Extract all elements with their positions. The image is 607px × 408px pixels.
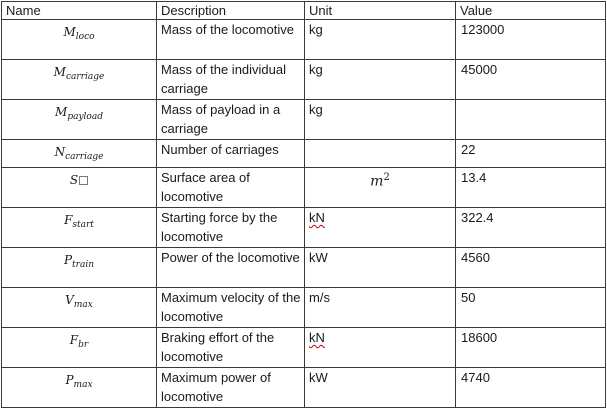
header-unit: Unit [305, 2, 456, 20]
symbol-cell: $F_{br}$ [2, 328, 157, 368]
unit-cell: $m^2$ [305, 168, 456, 208]
description-cell: Power of the locomotive [157, 248, 305, 288]
description-cell: Braking effort of the locomotive [157, 328, 305, 368]
symbol-cell: S [2, 168, 157, 208]
unit-cell: kg [305, 20, 456, 60]
symbol-cell: $P_{max}$ [2, 368, 157, 408]
symbol-cell: $V_{max}$ [2, 288, 157, 328]
value-cell: 50 [456, 288, 606, 328]
symbol-cell: $F_{start}$ [2, 208, 157, 248]
description-cell: Starting force by the locomotive [157, 208, 305, 248]
table-row [2, 100, 606, 140]
header-value: Value [456, 2, 606, 20]
unit-cell: kN [305, 208, 456, 248]
table-row [2, 288, 606, 328]
unit-cell: kW [305, 368, 456, 408]
symbol-cell: $M_{loco}$ [2, 20, 157, 60]
header-row [2, 2, 606, 20]
table-row [2, 168, 606, 208]
value-cell: 45000 [456, 60, 606, 100]
value-cell: 4740 [456, 368, 606, 408]
unit-cell [305, 140, 456, 168]
symbol-cell: $N_{carriage}$ [2, 140, 157, 168]
table-row [2, 248, 606, 288]
value-cell: 4560 [456, 248, 606, 288]
value-cell: 322.4 [456, 208, 606, 248]
value-cell: 123000 [456, 20, 606, 60]
unit-cell: kN [305, 328, 456, 368]
parameters-table [1, 1, 606, 408]
symbol-cell: $M_{payload}$ [2, 100, 157, 140]
value-cell: 22 [456, 140, 606, 168]
header-name: Name [2, 2, 157, 20]
description-cell: Mass of the locomotive [157, 20, 305, 60]
table-row [2, 208, 606, 248]
unit-cell: kg [305, 100, 456, 140]
value-cell [456, 100, 606, 140]
description-cell: Mass of the individual carriage [157, 60, 305, 100]
description-cell: Number of carriages [157, 140, 305, 168]
description-cell: Mass of payload in a carriage [157, 100, 305, 140]
symbol-cell: $M_{carriage}$ [2, 60, 157, 100]
table-row [2, 60, 606, 100]
description-cell: Maximum power of locomotive [157, 368, 305, 408]
value-cell: 13.4 [456, 168, 606, 208]
symbol-cell: $P_{train}$ [2, 248, 157, 288]
header-description: Description [157, 2, 305, 20]
placeholder-box-icon [79, 176, 88, 185]
table-row [2, 140, 606, 168]
unit-cell: m/s [305, 288, 456, 328]
value-cell: 18600 [456, 328, 606, 368]
description-cell: Maximum velocity of the locomotive [157, 288, 305, 328]
unit-cell: kg [305, 60, 456, 100]
table-row [2, 368, 606, 408]
description-cell: Surface area of locomotive [157, 168, 305, 208]
table-row [2, 20, 606, 60]
table-row [2, 328, 606, 368]
unit-cell: kW [305, 248, 456, 288]
